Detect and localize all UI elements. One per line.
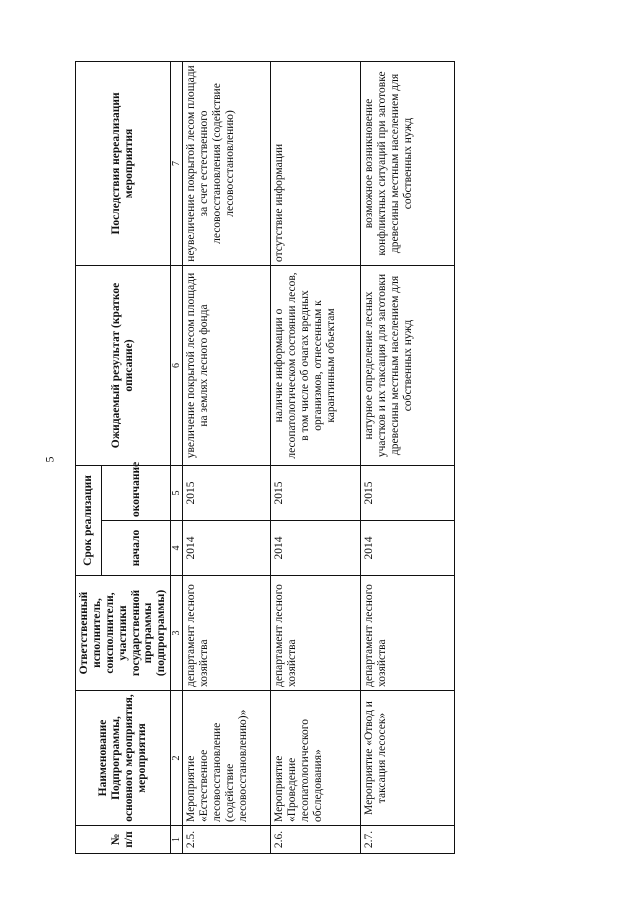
column-number: 3 — [171, 576, 183, 691]
row-end: 2015 — [361, 465, 455, 520]
row-end: 2015 — [271, 465, 361, 520]
column-number: 5 — [171, 465, 183, 520]
row-consequences: неувеличение покрытой лесом площади за счет естественного лесовосстановления (содействие лесовосстановлению) — [183, 61, 271, 265]
row-consequences: возможное возникновение конфликтных ситуаций при заготовке древесины местным населением для собственных нужд — [361, 61, 455, 265]
rotated-table-container — [75, 62, 439, 854]
column-number: 1 — [171, 826, 183, 854]
header-name: Наименование Подпрограммы, основного мероприятия, мероприятия — [76, 691, 171, 826]
header-executor: Ответственный исполнитель, соисполнители, участники государственной программы (подпрограммы) — [76, 576, 171, 691]
row-executor: департамент лесного хозяйства — [361, 576, 455, 691]
column-number: 2 — [171, 691, 183, 826]
table-row — [183, 61, 271, 853]
header-id: № п/п — [76, 826, 171, 854]
row-result: увеличение покрытой лесом площади на землях лесного фонда — [183, 265, 271, 465]
row-result: натурное определение лесных участков и их таксация для заготовки древесины местным населением для собственных нужд — [361, 265, 455, 465]
row-name: Мероприятие «Отвод и таксация лесосек» — [361, 691, 455, 826]
header-start: начало — [102, 521, 171, 576]
row-start: 2014 — [361, 521, 455, 576]
column-number: 7 — [171, 61, 183, 265]
row-name: Мероприятие «Естественное лесовосстановление (содействие лесовосстановлению)» — [183, 691, 271, 826]
row-start: 2014 — [271, 521, 361, 576]
column-number: 6 — [171, 265, 183, 465]
table-row — [271, 61, 361, 853]
program-activities-table — [75, 61, 455, 854]
row-executor: департамент лесного хозяйства — [271, 576, 361, 691]
header-end: окончание — [102, 465, 171, 520]
row-consequences: отсутствие информации — [271, 61, 361, 265]
row-id: 2.7. — [361, 826, 455, 854]
column-number-row — [171, 61, 183, 853]
header-consequences: Последствия нереализации мероприятия — [76, 61, 171, 265]
row-end: 2015 — [183, 465, 271, 520]
header-result: Ожидаемый результат (краткое описание) — [76, 265, 171, 465]
column-number: 4 — [171, 521, 183, 576]
page-number: 5 — [42, 456, 57, 463]
row-id: 2.6. — [271, 826, 361, 854]
table-row — [361, 61, 455, 853]
row-id: 2.5. — [183, 826, 271, 854]
header-row — [76, 61, 102, 853]
row-name: Мероприятие «Проведение лесопатологического обследования» — [271, 691, 361, 826]
header-period: Срок реализации — [76, 465, 102, 575]
row-start: 2014 — [183, 521, 271, 576]
row-result: наличие информации о лесопатологическом состоянии лесов, в том числе об очагах вредных организмов, отнесенным к карантинным объектам — [271, 265, 361, 465]
row-executor: департамент лесного хозяйства — [183, 576, 271, 691]
